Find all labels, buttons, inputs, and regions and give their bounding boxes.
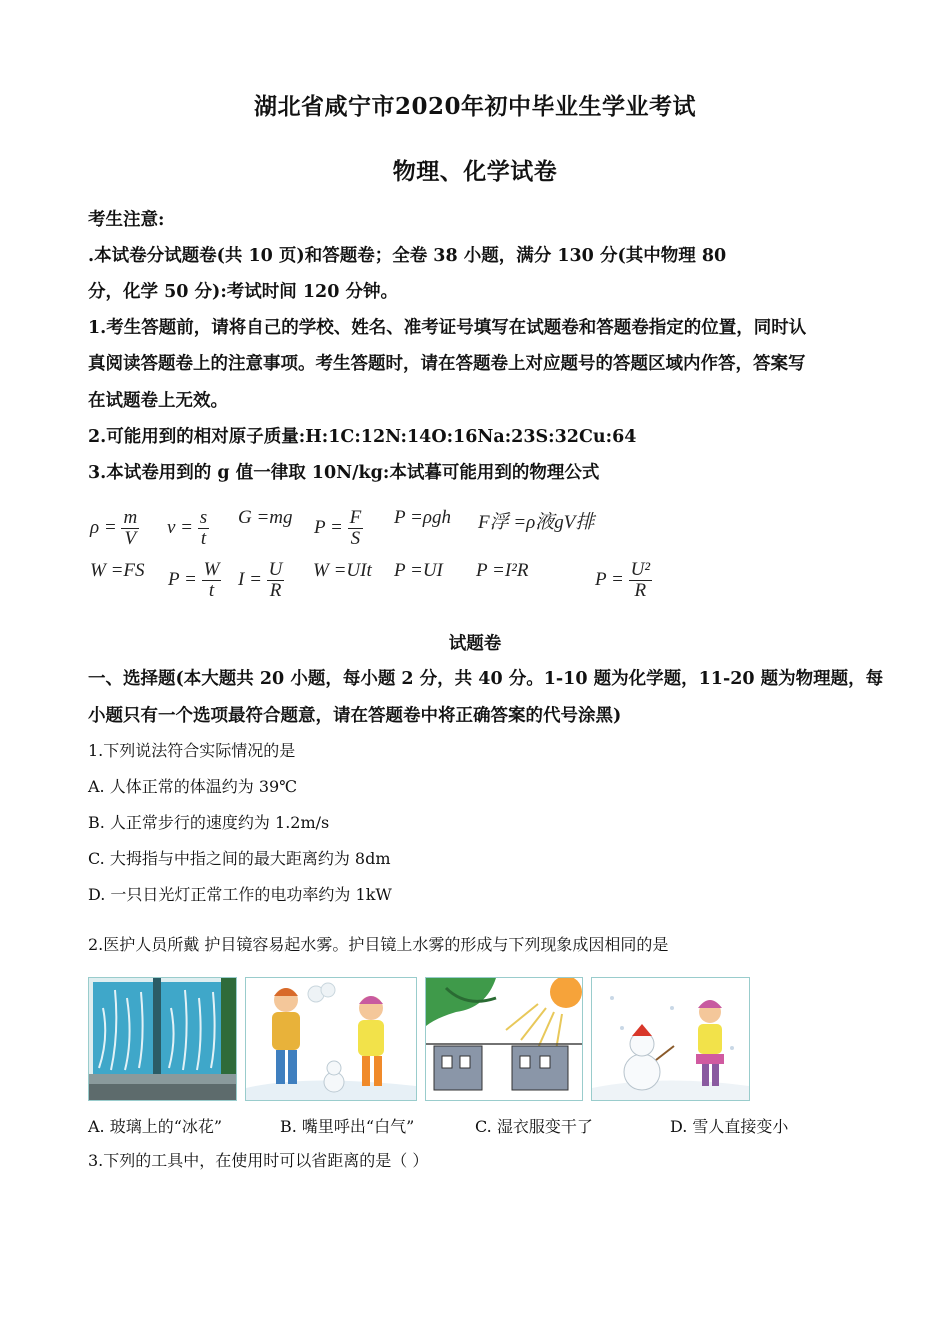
question-1-option-b: B. 人正常步行的速度约为 1.2m/s (88, 813, 330, 832)
notice-line: 在试题卷上无效。 (88, 391, 228, 411)
notice-line: 分，化学 50 分):考试时间 120 分钟。 (88, 282, 398, 302)
atomic-mass-line: 2.可能用到的相对原子质量:H:1C:12N:14O:16Na:23S:32Cu:64 (88, 427, 637, 447)
formula-density: ρ = $\frac{m}{V}$ (90, 507, 138, 549)
exam-subtitle: 物理、化学试卷 (392, 158, 558, 185)
question-1-stem: 1.下列说法符合实际情况的是 (88, 741, 296, 760)
formula-liquid-pressure: P =ρgh (394, 507, 451, 528)
formula-joule-power: P =I²R (476, 560, 529, 581)
question-2-option-d: D. 雪人直接变小 (670, 1117, 789, 1136)
notice-line: 真阅读答题卷上的注意事项。考生答题时，请在答题卷上对应题号的答题区域内作答，答案写 (88, 354, 806, 374)
formula-electric-work: W =UIt (313, 560, 372, 581)
question-1-option-d: D. 一只日光灯正常工作的电功率约为 1kW (88, 885, 392, 904)
section-heading: 小题只有一个选项最符合题意，请在答题卷中将正确答案的代号涂黑) (88, 706, 622, 726)
picture-wet-clothes-drying (425, 977, 583, 1101)
picture-white-breath (245, 977, 417, 1101)
formula-voltage-power: P = $\frac{\text{U²}}{R}$ (595, 559, 651, 601)
question-1-option-c: C. 大拇指与中指之间的最大距离约为 8dm (88, 849, 391, 868)
question-2-option-c: C. 湿衣服变干了 (475, 1117, 593, 1136)
question-2-option-a: A. 玻璃上的“冰花” (88, 1117, 223, 1136)
formula-current: I = $\frac{U}{R}$ (238, 559, 283, 601)
question-3-stem: 3.下列的工具中，在使用时可以省距离的是（ ） (88, 1151, 429, 1170)
question-2-stem: 2.医护人员所戴 护目镜容易起水雾。护目镜上水雾的形成与下列现象成因相同的是 (88, 935, 669, 954)
exam-title: 湖北省咸宁市2020年初中毕业生学业考试 (253, 93, 696, 120)
formula-buoyancy: F浮 =ρ液gV排 (478, 512, 595, 533)
section-heading: 一、选择题(本大题共 20 小题，每小题 2 分，共 40 分。1-10 题为化学题，11-20 题为物理题，每 (88, 669, 884, 689)
formula-electric-power: P =UI (394, 560, 443, 581)
formula-pressure: P = $\frac{F}{S}$ (314, 507, 362, 549)
formula-speed: v = $\frac{s}{t}$ (167, 507, 208, 549)
formula-work: W =FS (90, 560, 145, 581)
section-label: 试题卷 (448, 634, 502, 654)
picture-ice-flowers (88, 977, 237, 1101)
question-1-option-a: A. 人体正常的体温约为 39℃ (88, 777, 298, 796)
formula-power: P = $\frac{W}{t}$ (168, 559, 220, 601)
notice-line: 1.考生答题前，请将自己的学校、姓名、准考证号填写在试题卷和答题卷指定的位置，同时认 (88, 318, 807, 338)
notice-heading: 考生注意: (88, 210, 165, 230)
formula-gravity: G =mg (238, 507, 293, 528)
formula-intro-line: 3.本试卷用到的 g 值一律取 10N/kg:本试暮可能用到的物理公式 (88, 463, 600, 483)
picture-snowman-shrinking (591, 977, 750, 1101)
question-2-option-b: B. 嘴里呼出“白气” (280, 1117, 415, 1136)
notice-line: .本试卷分试题卷(共 10 页)和答题卷；全卷 38 小题，满分 130 分(其中物理 80 (88, 246, 727, 266)
